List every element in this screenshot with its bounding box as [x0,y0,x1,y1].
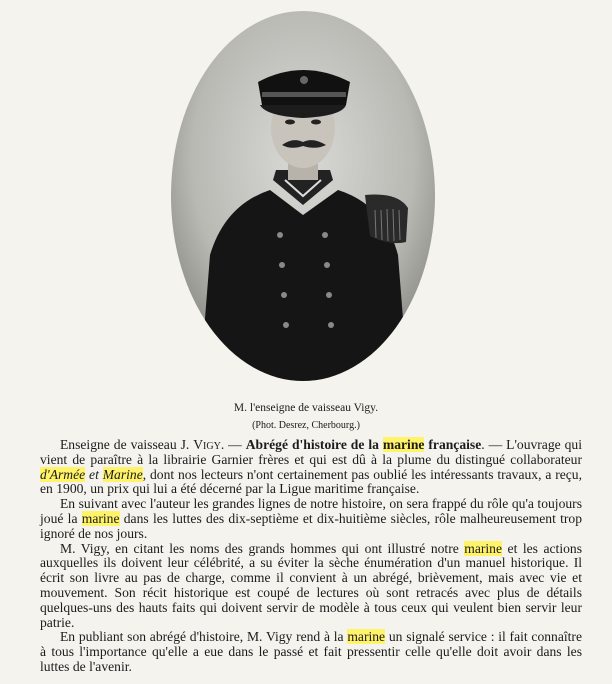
highlighted-term: marine [347,629,386,645]
paragraph-3 [40,542,582,631]
highlighted-term: Marine [102,466,143,482]
article-body [40,438,582,675]
paragraph-2 [40,497,582,541]
book-title-start: Abrégé d'histoire de la [245,437,383,452]
highlighted-term: marine [81,510,120,526]
highlighted-term: marine [382,437,425,452]
paragraph-1 [40,438,582,497]
highlighted-term: marine [464,540,503,556]
lead-dash: . — [220,437,246,452]
paragraph-3-end: et les actions auxquelles ils doivent leur célébrité, a su éviter la sèche énumération d'un manuel historique. Il écrit son livre au pas de charge, comme il convient à un abrégé, brièvement, mais avec vie et mouvement. Son récit historique est coupé de lectures où sont retracés avec plus de détails quelques-uns des hauts faits qui doivent servir de modèle à tous ceux qui veulent bien servir leur patrie. [40,540,582,630]
book-title-end: française [424,437,482,452]
highlighted-term: d'Armée [40,466,86,482]
paragraph-4-end: un signalé service : il fait connaître à tous l'importance qu'elle a eue dans le passé et fait pressentir celle qu'elle doit avoir dans les luttes de l'avenir. [40,629,582,674]
lead-author-name: Vigy [193,437,221,452]
paragraph-2-start: En suivant avec l'auteur les grandes lignes de notre histoire, on sera frappé du rôle qu'a toujours joué la [40,496,582,526]
lead-author: Enseigne de vaisseau J. [60,437,194,452]
paragraph-1-end: , dont nos lecteurs n'ont certainement pas oublié les intéressants travaux, a reçu, en 1900, un prix qui lui a été décerné par la Ligue maritime française. [40,466,583,497]
paragraph-1-text: L'ouvrage qui vient de paraître à la librairie Garnier frères et qui est dû à la plume du distingué collaborateur [40,437,583,467]
photo-caption: M. l'enseigne de vaisseau Vigy. [233,402,379,414]
portrait-photo [170,10,436,382]
book-dash: . — [481,437,507,452]
paragraph-4-start: En publiant son abrégé d'histoire, M. Vigy rend à la [60,629,348,645]
photo-credit: (Phot. Desrez, Cherbourg.) [252,420,360,431]
paragraph-3-start: M. Vigy, en citant les noms des grands hommes qui ont illustré notre [60,540,465,556]
paragraph-2-end: dans les luttes des dix-septième et dix-huitième siècles, rôle malheureusement trop ignoré de nos jours. [40,510,583,541]
book-title [246,437,482,452]
and-word: et [85,466,103,482]
paragraph-4 [40,630,582,674]
